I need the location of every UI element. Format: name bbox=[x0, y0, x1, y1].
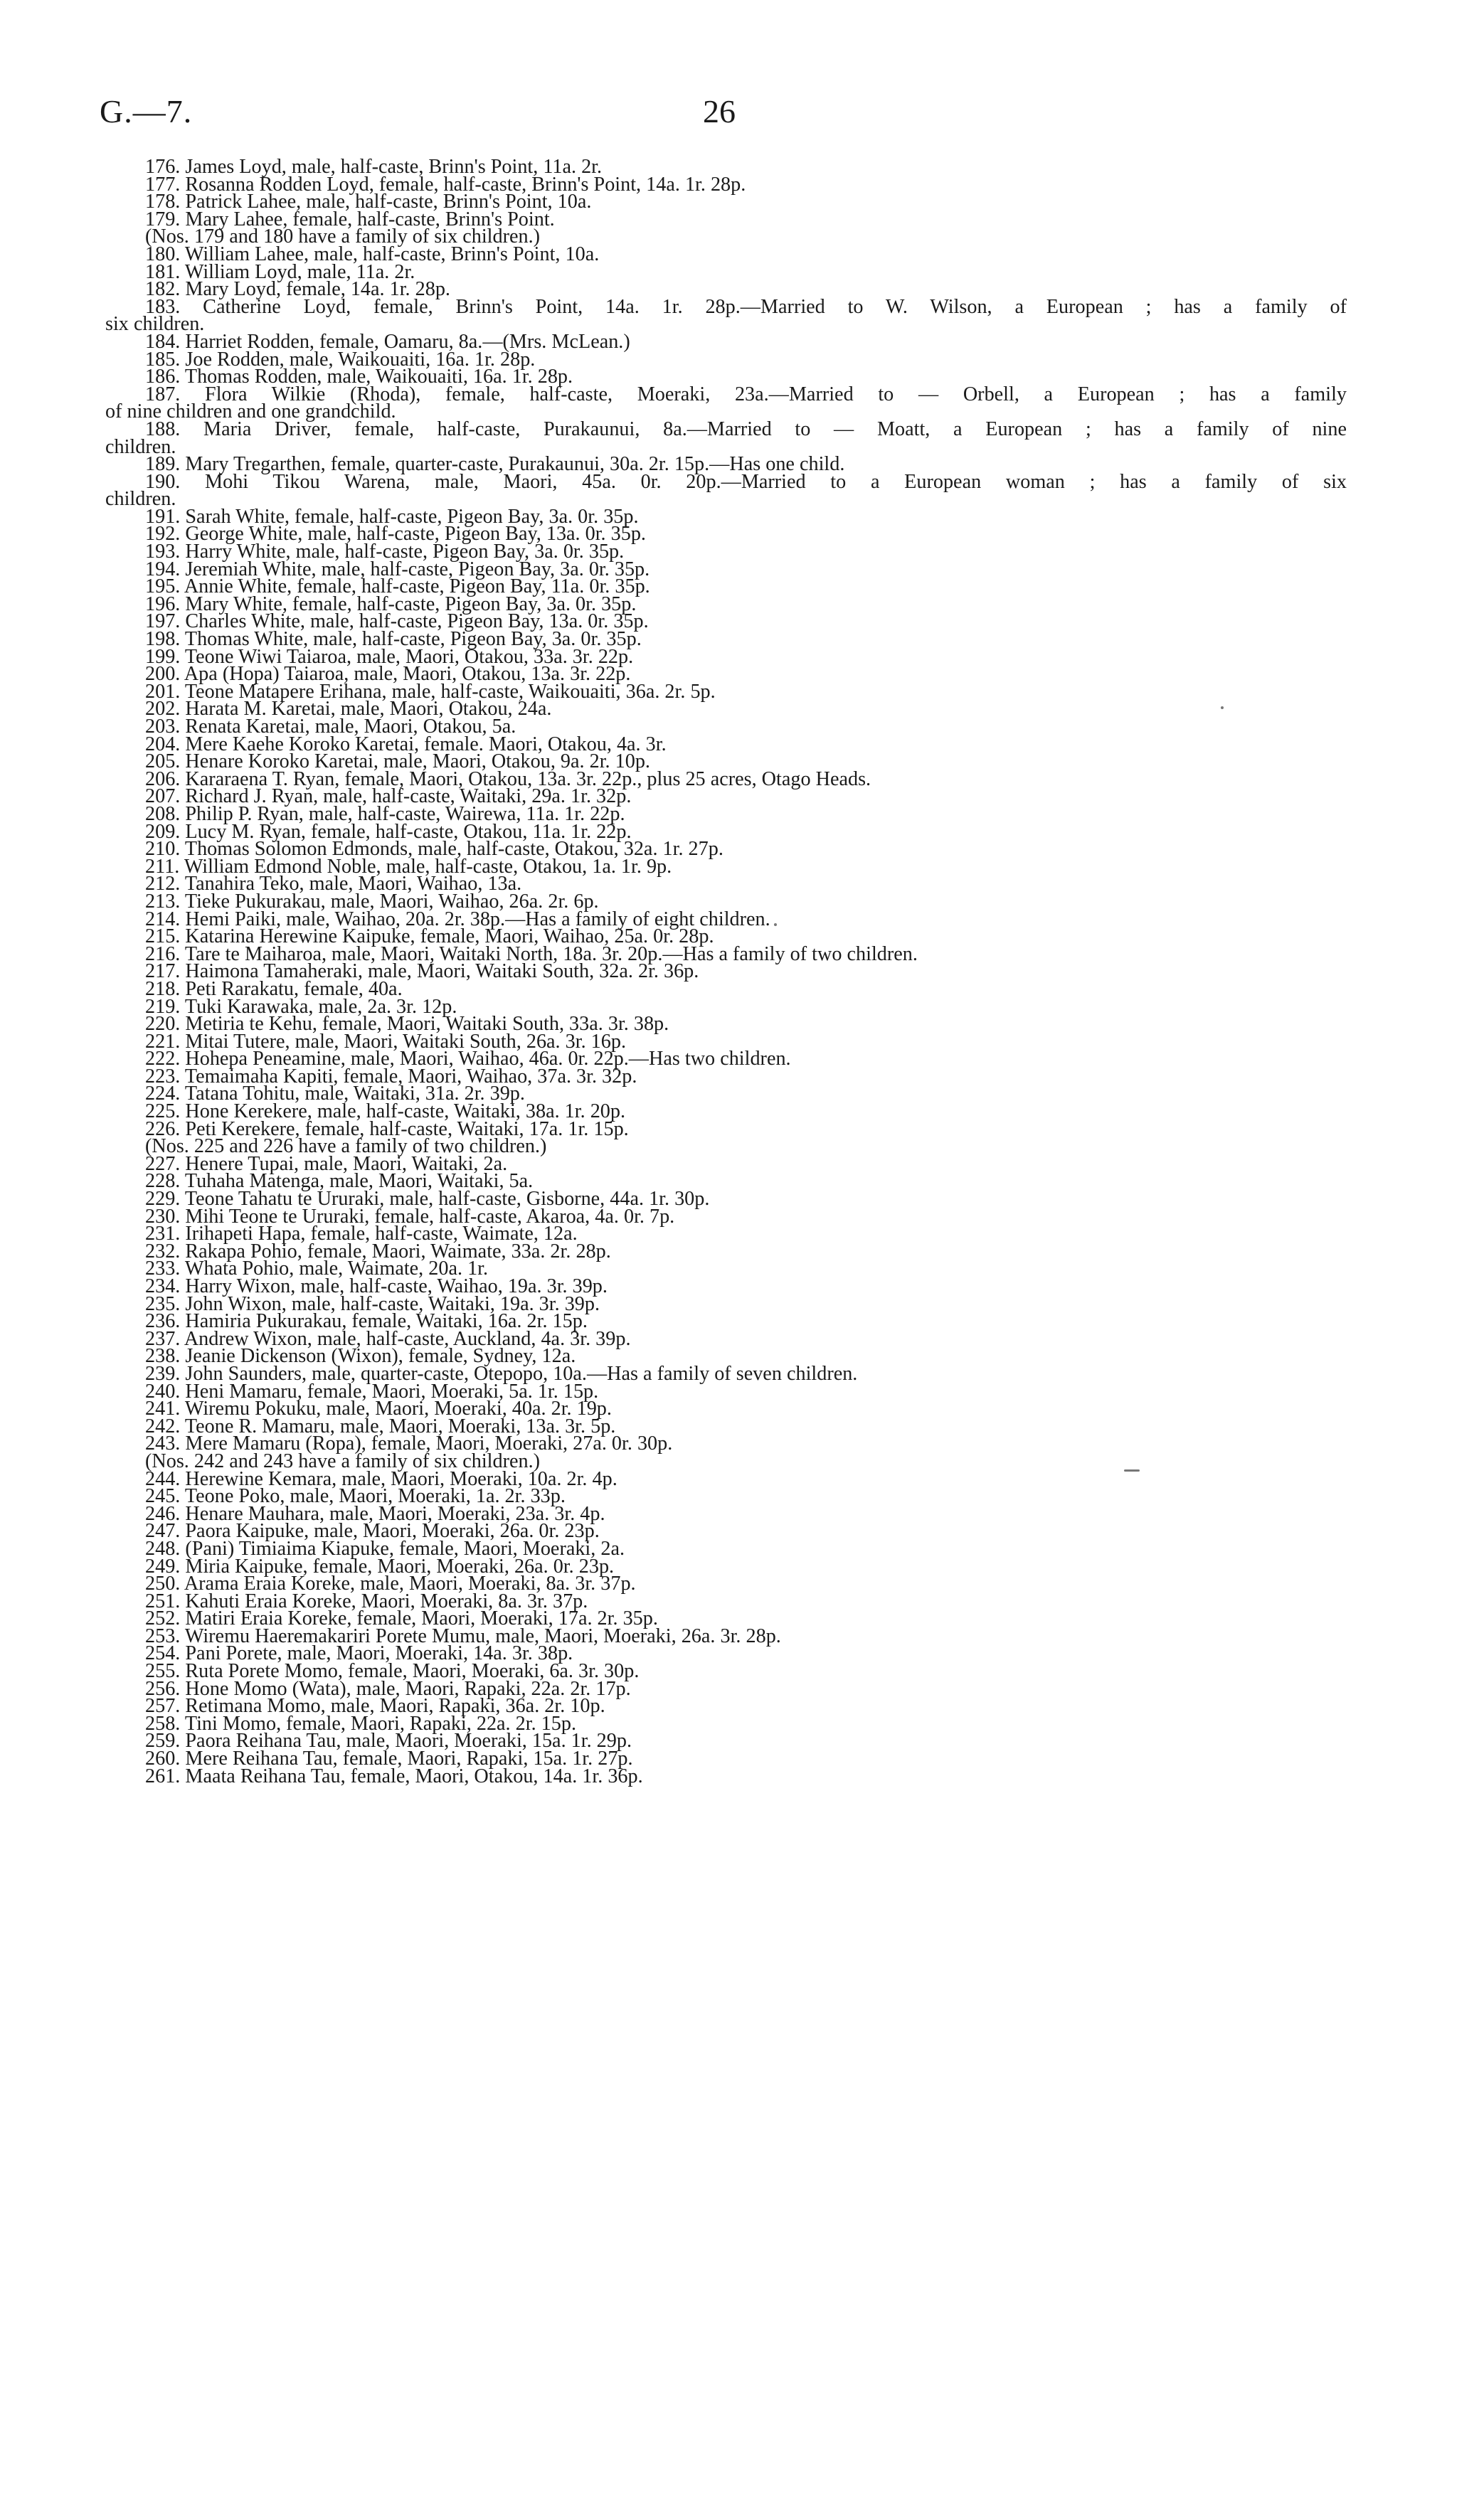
entry-line: 179. Mary Lahee, female, half-caste, Brinn's Point. bbox=[145, 208, 555, 230]
entry-line: 196. Mary White, female, half-caste, Pigeon Bay, 3a. 0r. 35p. bbox=[145, 592, 637, 615]
entry-line: 261. Maata Reihana Tau, female, Maori, Otakou, 14a. 1r. 36p. bbox=[145, 1765, 643, 1787]
entry-list bbox=[105, 156, 1347, 1787]
entry-line: 230. Mihi Teone te Ururaki, female, half-caste, Akaroa, 4a. 0r. 7p. bbox=[145, 1205, 675, 1228]
entry-line: 248. (Pani) Timiaima Kiapuke, female, Maori, Moeraki, 2a. bbox=[145, 1537, 625, 1560]
entry-line: 221. Mitai Tutere, male, Maori, Waitaki South, 26a. 3r. 16p. bbox=[145, 1030, 627, 1053]
entry-continuation: six children. bbox=[105, 313, 205, 336]
entry-line: 237. Andrew Wixon, male, half-caste, Auckland, 4a. 3r. 39p. bbox=[145, 1327, 631, 1350]
print-speck bbox=[774, 923, 777, 926]
entry-line: 209. Lucy M. Ryan, female, half-caste, Otakou, 11a. 1r. 22p. bbox=[145, 820, 632, 843]
entry-line: 232. Rakapa Pohio, female, Maori, Waimate, 33a. 2r. 28p. bbox=[145, 1240, 611, 1262]
entry-line: (Nos. 179 and 180 have a family of six children.) bbox=[145, 225, 540, 248]
entry-line: 227. Henere Tupai, male, Maori, Waitaki, 2a. bbox=[145, 1152, 508, 1175]
entry-line: 200. Apa (Hopa) Taiaroa, male, Maori, Otakou, 13a. 3r. 22p. bbox=[145, 663, 631, 686]
entry-continuation: children. bbox=[105, 488, 176, 511]
entry-line: 185. Joe Rodden, male, Waikouaiti, 16a. 1r. 28p. bbox=[145, 348, 536, 371]
entry-line: 222. Hohepa Peneamine, male, Maori, Waihao, 46a. 0r. 22p.—Has two children. bbox=[145, 1048, 791, 1070]
print-mark bbox=[1124, 1469, 1140, 1472]
entry-line: 219. Tuki Karawaka, male, 2a. 3r. 12p. bbox=[145, 995, 457, 1018]
entry-line: 199. Teone Wiwi Taiaroa, male, Maori, Otakou, 33a. 3r. 22p. bbox=[145, 645, 634, 668]
entry-line: 249. Miria Kaipuke, female, Maori, Moeraki, 26a. 0r. 23p. bbox=[145, 1555, 615, 1578]
entry-line: 236. Hamiria Pukurakau, female, Waitaki, 16a. 2r. 15p. bbox=[145, 1310, 588, 1333]
entry-line: 252. Matiri Eraia Koreke, female, Maori, Moeraki, 17a. 2r. 35p. bbox=[145, 1607, 658, 1630]
entry-continuation: children. bbox=[105, 435, 176, 458]
entry-line: 223. Temaimaha Kapiti, female, Maori, Waihao, 37a. 3r. 32p. bbox=[145, 1065, 637, 1088]
entry-line: 235. John Wixon, male, half-caste, Waitaki, 19a. 3r. 39p. bbox=[145, 1292, 600, 1315]
entry-line: 188. Maria Driver, female, half-caste, Purakaunui, 8a.—Married to — Moatt, a European ; has a family of nine bbox=[145, 418, 1347, 440]
entry-line: 259. Paora Reihana Tau, male, Maori, Moeraki, 15a. 1r. 29p. bbox=[145, 1730, 632, 1753]
entry-line: 243. Mere Mamaru (Ropa), female, Maori, Moeraki, 27a. 0r. 30p. bbox=[145, 1432, 673, 1455]
entry-line: 254. Pani Porete, male, Maori, Moeraki, 14a. 3r. 38p. bbox=[145, 1642, 573, 1665]
entry-line: 191. Sarah White, female, half-caste, Pigeon Bay, 3a. 0r. 35p. bbox=[145, 505, 639, 528]
entry-line: 207. Richard J. Ryan, male, half-caste, Waitaki, 29a. 1r. 32p. bbox=[145, 785, 632, 808]
entry-line: 176. James Loyd, male, half-caste, Brinn's Point, 11a. 2r. bbox=[145, 156, 603, 178]
entry-line: 229. Teone Tahatu te Ururaki, male, half-caste, Gisborne, 44a. 1r. 30p. bbox=[145, 1188, 710, 1211]
entry-line: 260. Mere Reihana Tau, female, Maori, Rapaki, 15a. 1r. 27p. bbox=[145, 1748, 633, 1770]
entry-line: 226. Peti Kerekere, female, half-caste, Waitaki, 17a. 1r. 15p. bbox=[145, 1117, 629, 1140]
entry-line: 178. Patrick Lahee, male, half-caste, Brinn's Point, 10a. bbox=[145, 191, 592, 213]
section-reference: G.—7. bbox=[100, 93, 193, 129]
entry-line: 195. Annie White, female, half-caste, Pigeon Bay, 11a. 0r. 35p. bbox=[145, 575, 650, 598]
entry-line: 183. Catherine Loyd, female, Brinn's Point, 14a. 1r. 28p.—Married to W. Wilson, a European ; has a family of bbox=[145, 295, 1347, 318]
entry-line: 212. Tanahira Teko, male, Maori, Waihao, 13a. bbox=[145, 873, 522, 895]
entry-line: 177. Rosanna Rodden Loyd, female, half-caste, Brinn's Point, 14a. 1r. 28p. bbox=[145, 173, 746, 196]
entry-line: 184. Harriet Rodden, female, Oamaru, 8a.—(Mrs. McLean.) bbox=[145, 330, 630, 353]
entry-line: 233. Whata Pohio, male, Waimate, 20a. 1r. bbox=[145, 1258, 489, 1280]
entry-line: 204. Mere Kaehe Koroko Karetai, female. Maori, Otakou, 4a. 3r. bbox=[145, 733, 667, 755]
entry-line: 201. Teone Matapere Erihana, male, half-caste, Waikouaiti, 36a. 2r. 5p. bbox=[145, 680, 716, 703]
page-number: 26 bbox=[703, 93, 736, 129]
entry-line: 238. Jeanie Dickenson (Wixon), female, Sydney, 12a. bbox=[145, 1345, 576, 1368]
entry-line: 182. Mary Loyd, female, 14a. 1r. 28p. bbox=[145, 278, 450, 301]
entry-line: 218. Peti Rarakatu, female, 40a. bbox=[145, 977, 403, 1000]
entry-line: 224. Tatana Tohitu, male, Waitaki, 31a. 2r. 39p. bbox=[145, 1083, 525, 1105]
entry-line: 220. Metiria te Kehu, female, Maori, Waitaki South, 33a. 3r. 38p. bbox=[145, 1013, 669, 1036]
entry-line: 251. Kahuti Eraia Koreke, Maori, Moeraki, 8a. 3r. 37p. bbox=[145, 1590, 588, 1612]
entry-line: 256. Hone Momo (Wata), male, Maori, Rapaki, 22a. 2r. 17p. bbox=[145, 1677, 631, 1700]
entry-line: 234. Harry Wixon, male, half-caste, Waihao, 19a. 3r. 39p. bbox=[145, 1275, 608, 1297]
entry-line: 242. Teone R. Mamaru, male, Maori, Moeraki, 13a. 3r. 5p. bbox=[145, 1415, 616, 1437]
entry-line: (Nos. 242 and 243 have a family of six children.) bbox=[145, 1450, 540, 1472]
entry-line: (Nos. 225 and 226 have a family of two children.) bbox=[145, 1135, 547, 1158]
entry-line: 197. Charles White, male, half-caste, Pigeon Bay, 13a. 0r. 35p. bbox=[145, 610, 649, 633]
page-header bbox=[0, 92, 1479, 135]
entry-line: 180. William Lahee, male, half-caste, Brinn's Point, 10a. bbox=[145, 243, 600, 265]
entry-line: 211. William Edmond Noble, male, half-caste, Otakou, 1a. 1r. 9p. bbox=[145, 855, 672, 878]
entry-line: 240. Heni Mamaru, female, Maori, Moeraki, 5a. 1r. 15p. bbox=[145, 1380, 599, 1403]
entry-line: 203. Renata Karetai, male, Maori, Otakou, 5a. bbox=[145, 716, 516, 738]
entry-line: 247. Paora Kaipuke, male, Maori, Moeraki, 26a. 0r. 23p. bbox=[145, 1520, 600, 1543]
entry-line: 189. Mary Tregarthen, female, quarter-caste, Purakaunui, 30a. 2r. 15p.—Has one child. bbox=[145, 453, 845, 476]
entry-line: 231. Irihapeti Hapa, female, half-caste, Waimate, 12a. bbox=[145, 1223, 578, 1245]
entry-line: 239. John Saunders, male, quarter-caste, Otepopo, 10a.—Has a family of seven children. bbox=[145, 1362, 858, 1385]
entry-line: 214. Hemi Paiki, male, Waihao, 20a. 2r. 38p.—Has a family of eight children. bbox=[145, 908, 770, 930]
entry-line: 213. Tieke Pukurakau, male, Maori, Waihao, 26a. 2r. 6p. bbox=[145, 890, 599, 913]
entry-line: 208. Philip P. Ryan, male, half-caste, Wairewa, 11a. 1r. 22p. bbox=[145, 802, 625, 825]
entry-line: 192. George White, male, half-caste, Pigeon Bay, 13a. 0r. 35p. bbox=[145, 523, 646, 546]
entry-line: 181. William Loyd, male, 11a. 2r. bbox=[145, 260, 415, 283]
entry-line: 190. Mohi Tikou Warena, male, Maori, 45a. 0r. 20p.—Married to a European woman ; has a family of six bbox=[145, 470, 1347, 493]
entry-line: 246. Henare Mauhara, male, Maori, Moeraki, 23a. 3r. 4p. bbox=[145, 1502, 605, 1525]
entry-line: 216. Tare te Maiharoa, male, Maori, Waitaki North, 18a. 3r. 20p.—Has a family of two children. bbox=[145, 942, 918, 965]
entry-line: 258. Tini Momo, female, Maori, Rapaki, 22a. 2r. 15p. bbox=[145, 1712, 576, 1735]
entry-line: 225. Hone Kerekere, male, half-caste, Waitaki, 38a. 1r. 20p. bbox=[145, 1100, 626, 1123]
entry-line: 257. Retimana Momo, male, Maori, Rapaki, 36a. 2r. 10p. bbox=[145, 1695, 605, 1718]
entry-line: 186. Thomas Rodden, male, Waikouaiti, 16a. 1r. 28p. bbox=[145, 366, 573, 388]
print-speck bbox=[1221, 706, 1224, 709]
entry-line: 241. Wiremu Pokuku, male, Maori, Moeraki, 40a. 2r. 19p. bbox=[145, 1398, 612, 1420]
entry-line: 215. Katarina Herewine Kaipuke, female, Maori, Waihao, 25a. 0r. 28p. bbox=[145, 925, 714, 948]
entry-line: 228. Tuhaha Matenga, male, Maori, Waitaki, 5a. bbox=[145, 1170, 534, 1193]
entry-line: 250. Arama Eraia Koreke, male, Maori, Moeraki, 8a. 3r. 37p. bbox=[145, 1573, 636, 1595]
entry-line: 210. Thomas Solomon Edmonds, male, half-caste, Otakou, 32a. 1r. 27p. bbox=[145, 838, 723, 861]
entry-line: 244. Herewine Kemara, male, Maori, Moeraki, 10a. 2r. 4p. bbox=[145, 1467, 617, 1490]
entry-line: 187. Flora Wilkie (Rhoda), female, half-caste, Moeraki, 23a.—Married to — Orbell, a European ; has a family bbox=[145, 383, 1347, 405]
entry-continuation: of nine children and one grandchild. bbox=[105, 400, 396, 423]
entry-line: 202. Harata M. Karetai, male, Maori, Otakou, 24a. bbox=[145, 698, 552, 721]
entry-line: 255. Ruta Porete Momo, female, Maori, Moeraki, 6a. 3r. 30p. bbox=[145, 1660, 640, 1683]
entry-line: 206. Kararaena T. Ryan, female, Maori, Otakou, 13a. 3r. 22p., plus 25 acres, Otago Heads. bbox=[145, 767, 871, 790]
entry-line: 253. Wiremu Haeremakariri Porete Mumu, male, Maori, Moeraki, 26a. 3r. 28p. bbox=[145, 1625, 781, 1647]
entry-line: 194. Jeremiah White, male, half-caste, Pigeon Bay, 3a. 0r. 35p. bbox=[145, 558, 650, 580]
entry-line: 193. Harry White, male, half-caste, Pigeon Bay, 3a. 0r. 35p. bbox=[145, 541, 625, 563]
entry-line: 245. Teone Poko, male, Maori, Moeraki, 1a. 2r. 33p. bbox=[145, 1485, 566, 1508]
entry-line: 198. Thomas White, male, half-caste, Pigeon Bay, 3a. 0r. 35p. bbox=[145, 628, 642, 651]
entry-line: 217. Haimona Tamaheraki, male, Maori, Waitaki South, 32a. 2r. 36p. bbox=[145, 960, 699, 983]
entry-line: 205. Henare Koroko Karetai, male, Maori, Otakou, 9a. 2r. 10p. bbox=[145, 750, 650, 773]
